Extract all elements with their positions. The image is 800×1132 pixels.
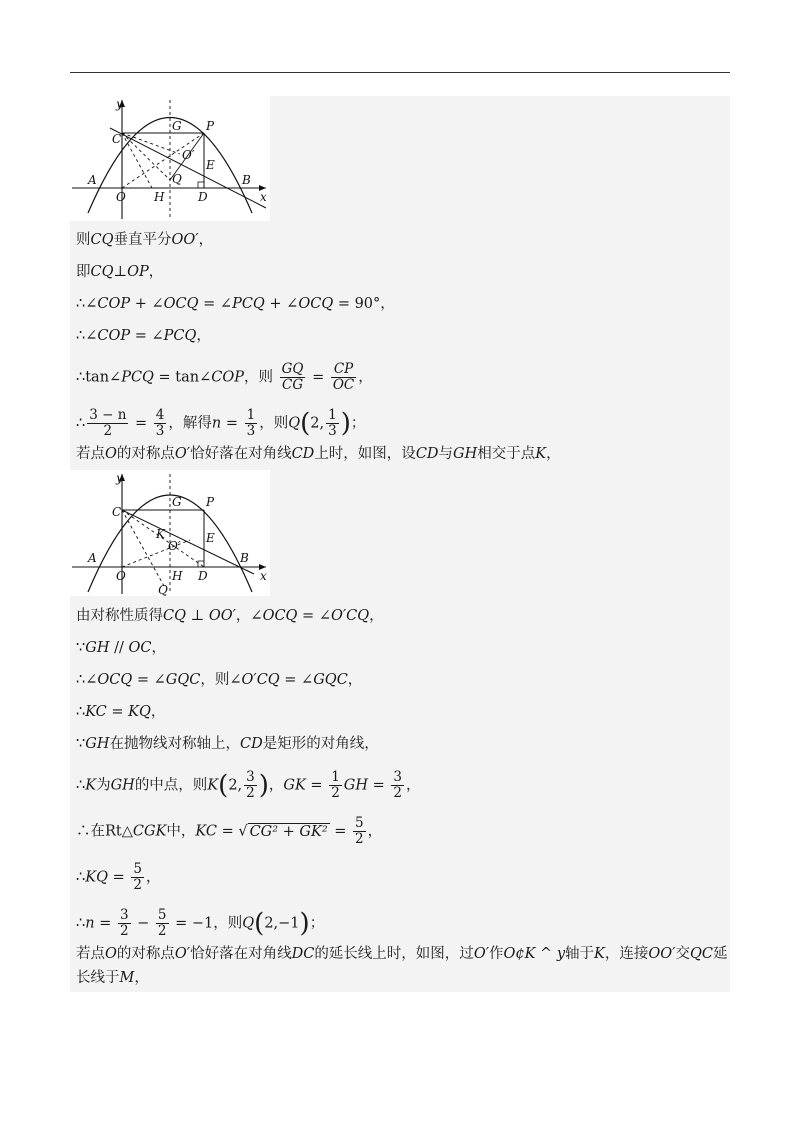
svg-text:B: B [242, 173, 251, 187]
svg-text:y: y [116, 471, 123, 485]
header-rule [70, 72, 730, 73]
svg-text:A: A [88, 551, 97, 565]
svg-text:O′: O′ [182, 148, 195, 162]
svg-text:H: H [154, 190, 165, 204]
line-2: 即CQ⊥OP， [76, 264, 164, 280]
line-16: ∴n = $\frac{3}{2}$ − $\frac{5}{2}$ = −1，则Q(2,−1)； [76, 907, 325, 939]
svg-text:P: P [206, 495, 215, 509]
figure-2 [70, 470, 270, 596]
line-1: 则CQ垂直平分OO′， [76, 232, 214, 248]
line-6: ∴ $\frac{3 - n}{2}$ = $\frac{4}{3}$ ，解得n = $\frac{1}{3}$ ，则Q(2, $\frac{1}{3}$ )； [76, 407, 366, 439]
svg-text:O′: O′ [168, 539, 181, 553]
svg-text:K: K [156, 527, 165, 541]
svg-text:y: y [116, 97, 123, 111]
line-17: 若点O的对称点O′恰好落在对角线DC的延长线上时，如图，过O′作O¢K ^ y轴于K，连接OO′交QC延 [76, 946, 728, 962]
figure-2-svg [70, 470, 270, 596]
line-5: ∴tan∠PCQ = tan∠COP，则 $\frac{GQ}{CG}$ = $\frac{CP}{OC}$ ， [76, 361, 373, 393]
line-8: 由对称性质得CQ ⊥ OO′，∠OCQ = ∠O′CQ， [76, 608, 384, 624]
svg-text:Q: Q [158, 583, 168, 596]
line-cd [110, 128, 266, 208]
line-7: 若点O的对称点O′恰好落在对角线CD上时，如图，设CD与GH相交于点K， [76, 446, 561, 462]
svg-text:D: D [198, 569, 208, 583]
svg-text:O: O [116, 190, 126, 204]
svg-text:x: x [260, 190, 267, 204]
svg-text:G: G [172, 119, 182, 133]
svg-text:O: O [116, 569, 126, 583]
line-4: ∴∠COP = ∠PCQ， [76, 328, 211, 344]
svg-text:P: P [206, 119, 215, 133]
svg-text:G: G [172, 495, 182, 509]
line-13: ∴K为GH的中点，则K(2, $\frac{3}{2}$ )，GK = $\frac{1}{2}$ GH = $\frac{3}{2}$ ， [76, 769, 421, 801]
solution-content [70, 96, 730, 992]
svg-text:D: D [198, 190, 208, 204]
line-9: ∵GH // OC， [76, 640, 166, 656]
svg-text:C: C [112, 505, 122, 519]
svg-text:E: E [206, 158, 215, 172]
figure-1 [70, 96, 270, 221]
line-14: ∴在Rt△CGK中，KC = √ CG² + GK² = $\frac{5}{2}$ ， [76, 815, 383, 847]
figure-1-svg [70, 96, 270, 221]
svg-text:H: H [172, 569, 183, 583]
svg-text:x: x [260, 569, 267, 583]
svg-text:Q: Q [172, 172, 182, 186]
svg-text:E: E [206, 531, 215, 545]
line-10: ∴∠OCQ = ∠GQC，则∠O′CQ = ∠GQC， [76, 672, 363, 688]
svg-text:B: B [240, 551, 249, 565]
svg-text:C: C [112, 132, 122, 146]
line-15: ∴KQ = $\frac{5}{2}$ ， [76, 861, 161, 893]
line-3: ∴∠COP + ∠OCQ = ∠PCQ + ∠OCQ = 90°， [76, 296, 395, 312]
svg-text:A: A [88, 173, 97, 187]
line-11: ∴KC = KQ， [76, 704, 166, 720]
line-12: ∵GH在抛物线对称轴上，CD是矩形的对角线， [76, 736, 379, 752]
line-18: 长线于M， [76, 970, 149, 986]
